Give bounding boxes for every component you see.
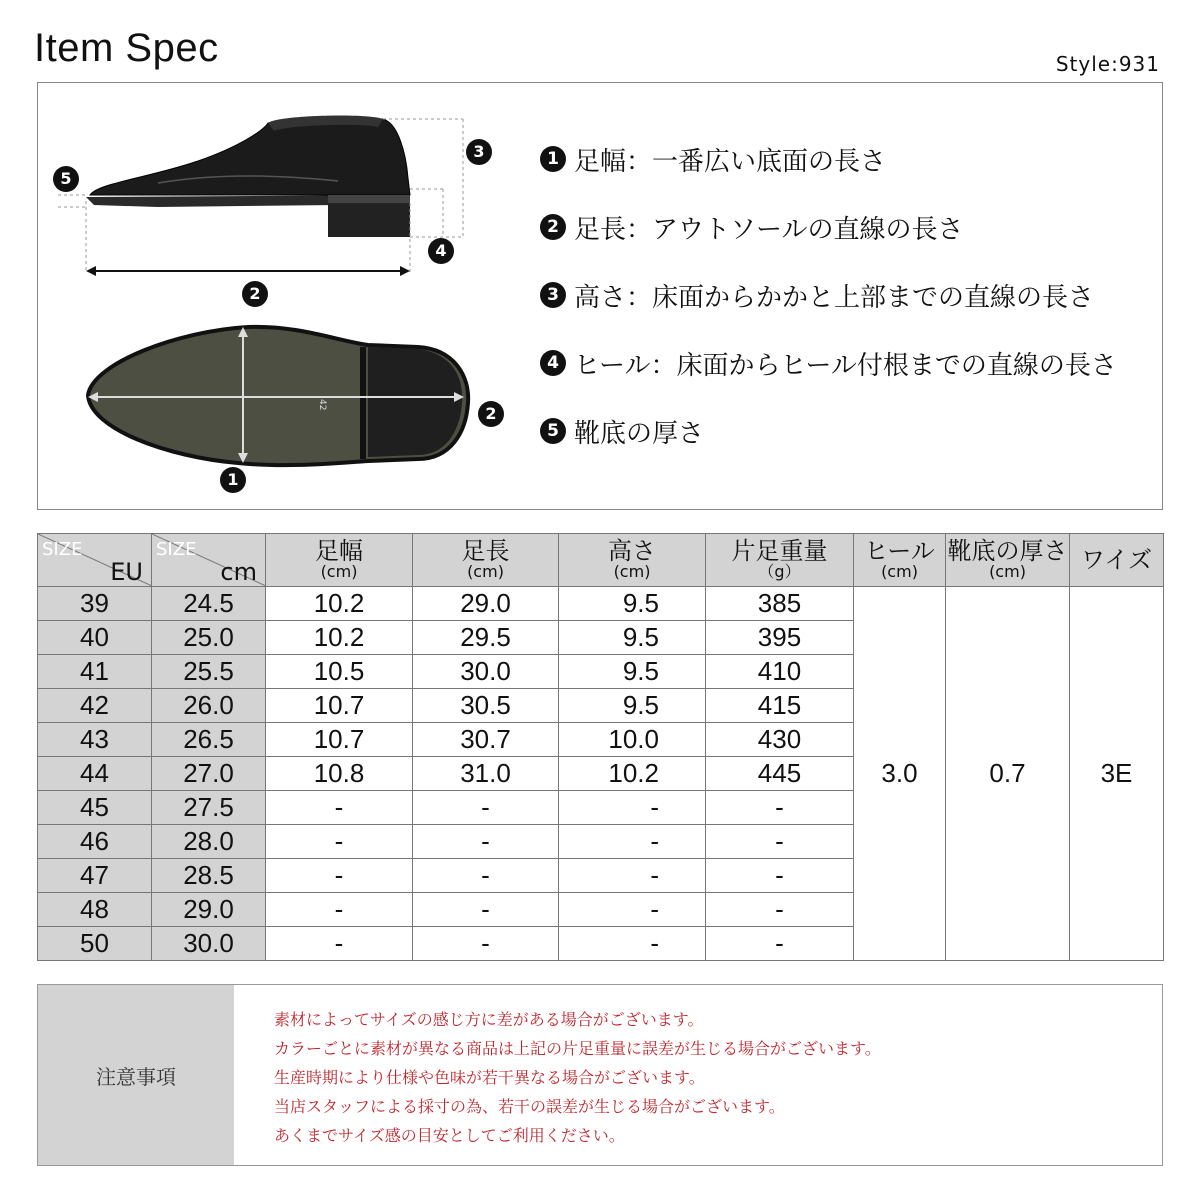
cell-width: 10.7 — [266, 689, 413, 723]
cell-weight: 385 — [706, 587, 854, 621]
legend-item — [540, 397, 1117, 465]
cell-cm: 26.5 — [152, 723, 266, 757]
cell-weight: - — [706, 927, 854, 961]
header-height: 高さ (cm) — [559, 534, 706, 587]
legend-item — [540, 329, 1117, 397]
header-width: 足幅 (cm) — [266, 534, 413, 587]
cell-height: 9.5 — [559, 689, 706, 723]
cell-length: 29.0 — [413, 587, 559, 621]
cell-eu: 42 — [38, 689, 152, 723]
header-size-eu: SIZE EU — [38, 534, 152, 587]
cell-weight: 430 — [706, 723, 854, 757]
cell-weight: 445 — [706, 757, 854, 791]
cell-weight: - — [706, 893, 854, 927]
cell-eu: 44 — [38, 757, 152, 791]
cell-cm: 25.5 — [152, 655, 266, 689]
cell-width: 10.2 — [266, 587, 413, 621]
cell-length: - — [413, 825, 559, 859]
cell-weight: 395 — [706, 621, 854, 655]
cell-eu: 43 — [38, 723, 152, 757]
cell-length: - — [413, 859, 559, 893]
header-length: 足長 (cm) — [413, 534, 559, 587]
note-line: 素材によってサイズの感じ方に差がある場合がございます。 — [274, 1010, 704, 1029]
marker-icon: 5 — [540, 418, 566, 444]
cell-height: 9.5 — [559, 621, 706, 655]
marker-2-sole: 2 — [478, 401, 504, 427]
cell-cm: 27.5 — [152, 791, 266, 825]
legend-item — [540, 125, 1117, 193]
shoe-side-illustration — [38, 83, 518, 313]
cell-width: 10.5 — [266, 655, 413, 689]
header-weight: 片足重量 （g） — [706, 534, 854, 587]
marker-2-side: 2 — [242, 281, 268, 307]
header-heel: ヒール (cm) — [854, 534, 946, 587]
note-line: カラーごとに素材が異なる商品は上記の片足重量に誤差が生じる場合がございます。 — [274, 1039, 881, 1058]
cell-cm: 28.0 — [152, 825, 266, 859]
marker-5: 5 — [53, 166, 79, 192]
notes-body — [234, 985, 881, 1165]
note-line: あくまでサイズ感の目安としてご利用ください。 — [274, 1126, 625, 1145]
legend-item — [540, 193, 1117, 261]
cell-height: 10.2 — [559, 757, 706, 791]
notes-section — [37, 984, 1163, 1166]
table-row — [38, 587, 1164, 621]
cell-height: - — [559, 927, 706, 961]
cell-height: 10.0 — [559, 723, 706, 757]
cell-eu: 45 — [38, 791, 152, 825]
marker-1: 1 — [220, 467, 246, 493]
cell-length: - — [413, 927, 559, 961]
cell-width: - — [266, 893, 413, 927]
legend-text: ヒール：床面からヒール付根までの直線の長さ — [574, 350, 1117, 381]
legend-text: 足幅：一番広い底面の長さ — [574, 146, 887, 177]
cell-height: 9.5 — [559, 587, 706, 621]
cell-length: 30.0 — [413, 655, 559, 689]
cell-length: 30.7 — [413, 723, 559, 757]
note-line: 当店スタッフによる採寸の為、若干の誤差が生じる場合がございます。 — [274, 1097, 785, 1116]
cell-weight: 410 — [706, 655, 854, 689]
cell-cm: 25.0 — [152, 621, 266, 655]
cell-height: - — [559, 825, 706, 859]
marker-icon: 4 — [540, 350, 566, 376]
header-size-cm: SIZE cm — [152, 534, 266, 587]
shoe-sole-illustration — [38, 313, 518, 513]
measurement-legend — [540, 125, 1117, 465]
cell-heel: 3.0 — [854, 587, 946, 961]
cell-height: - — [559, 859, 706, 893]
marker-icon: 1 — [540, 146, 566, 172]
cell-cm: 29.0 — [152, 893, 266, 927]
cell-length: - — [413, 791, 559, 825]
cell-eu: 47 — [38, 859, 152, 893]
cell-weight: 415 — [706, 689, 854, 723]
cell-length: 29.5 — [413, 621, 559, 655]
cell-eu: 41 — [38, 655, 152, 689]
cell-width: - — [266, 791, 413, 825]
cell-cm: 30.0 — [152, 927, 266, 961]
notes-label: 注意事項 — [38, 985, 234, 1165]
spec-diagram-box — [37, 82, 1163, 510]
header-sole: 靴底の厚さ (cm) — [946, 534, 1070, 587]
marker-icon: 3 — [540, 282, 566, 308]
cell-cm: 24.5 — [152, 587, 266, 621]
cell-eu: 50 — [38, 927, 152, 961]
cell-cm: 27.0 — [152, 757, 266, 791]
marker-3: 3 — [466, 139, 492, 165]
cell-sole: 0.7 — [946, 587, 1070, 961]
header-wise: ワイズ — [1070, 534, 1164, 587]
sole-size-mark: 42 — [317, 399, 327, 411]
cell-length: 30.5 — [413, 689, 559, 723]
cell-weight: - — [706, 791, 854, 825]
cell-width: - — [266, 927, 413, 961]
cell-cm: 26.0 — [152, 689, 266, 723]
cell-width: 10.2 — [266, 621, 413, 655]
cell-width: 10.8 — [266, 757, 413, 791]
cell-length: 31.0 — [413, 757, 559, 791]
cell-height: - — [559, 893, 706, 927]
legend-item — [540, 261, 1117, 329]
legend-text: 靴底の厚さ — [574, 418, 705, 449]
cell-width: 10.7 — [266, 723, 413, 757]
cell-eu: 40 — [38, 621, 152, 655]
cell-width: - — [266, 859, 413, 893]
cell-weight: - — [706, 859, 854, 893]
cell-width: - — [266, 825, 413, 859]
marker-4: 4 — [428, 238, 454, 264]
cell-eu: 39 — [38, 587, 152, 621]
marker-icon: 2 — [540, 214, 566, 240]
table-header-row — [38, 534, 1164, 587]
size-table — [37, 533, 1164, 961]
cell-eu: 46 — [38, 825, 152, 859]
cell-eu: 48 — [38, 893, 152, 927]
cell-length: - — [413, 893, 559, 927]
cell-cm: 28.5 — [152, 859, 266, 893]
legend-text: 高さ：床面からかかと上部までの直線の長さ — [574, 282, 1095, 313]
note-line: 生産時期により仕様や色味が若干異なる場合がございます。 — [274, 1068, 705, 1087]
style-number: Style:931 — [1055, 52, 1160, 76]
cell-height: - — [559, 791, 706, 825]
cell-weight: - — [706, 825, 854, 859]
page-title: Item Spec — [34, 26, 219, 70]
legend-text: 足長：アウトソールの直線の長さ — [574, 214, 964, 245]
cell-wise: 3E — [1070, 587, 1164, 961]
cell-height: 9.5 — [559, 655, 706, 689]
